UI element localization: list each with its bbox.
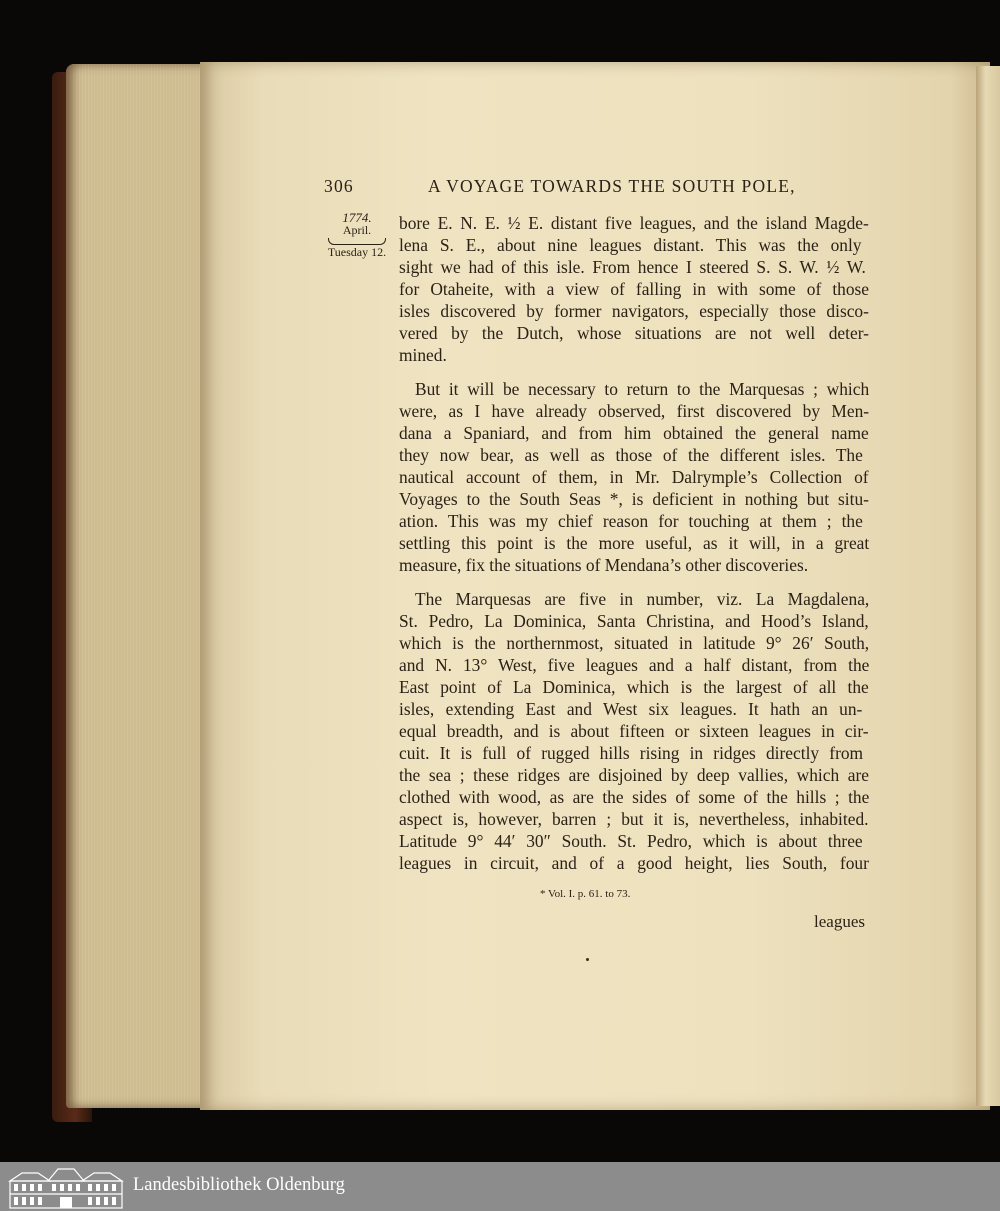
margin-year: 1774. — [342, 210, 372, 225]
library-building-logo — [8, 1165, 124, 1209]
running-head — [324, 176, 864, 200]
margin-month: April. — [342, 223, 372, 237]
text-line: they now bear, as well as those of the different isles. The — [399, 445, 863, 465]
text-line: isles, extending East and West six leagues. It hath an un- — [399, 699, 863, 719]
text-line: vered by the Dutch, whose situations are not well deter- — [399, 323, 869, 343]
text-line: which is the northernmost, situated in latitude 9° 26′ South, — [399, 633, 870, 653]
text-line: for Otaheite, with a view of falling in with some of those — [399, 279, 870, 299]
text-line: settling this point is the more useful, as it will, in a great — [399, 533, 870, 553]
catchword: leagues — [814, 912, 865, 931]
ink-dot — [586, 958, 589, 961]
text-line: the sea ; these ridges are disjoined by deep vallies, which are — [399, 765, 870, 785]
text-line: aspect is, however, barren ; but it is, nevertheless, inhabited. — [399, 809, 869, 829]
text-line: nautical account of them, in Mr. Dalrymple’s Collection of — [399, 467, 869, 487]
text-line: and N. 13° West, five leagues and a half distant, from the — [399, 655, 870, 675]
body-text — [399, 212, 869, 872]
footer-bar — [0, 1162, 1000, 1211]
brace-mark — [322, 236, 392, 246]
text-line: Latitude 9° 44′ 30″ South. St. Pedro, which is about three — [399, 831, 863, 851]
facing-page-edge — [976, 66, 1000, 1106]
text-line: isles discovered by former navigators, especially those disco- — [399, 301, 869, 321]
text-line: The Marquesas are five in number, viz. La Magdalena, — [415, 589, 870, 609]
text-line: mined. — [399, 345, 447, 365]
footnote: * Vol. I. p. 61. to 73. — [540, 888, 631, 900]
text-line: bore E. N. E. ½ E. distant five leagues, and the island Magde- — [399, 213, 869, 233]
margin-day: Tuesday 12. — [327, 245, 387, 259]
library-name: Landesbibliothek Oldenburg — [133, 1175, 345, 1195]
text-line: But it will be necessary to return to the Marquesas ; which — [415, 379, 870, 399]
page-number: 306 — [324, 176, 354, 196]
margin-note — [322, 212, 392, 258]
text-line: dana a Spaniard, and from him obtained the general name — [399, 423, 869, 443]
text-line: equal breadth, and is about fifteen or sixteen leagues in cir- — [399, 721, 869, 741]
text-line: St. Pedro, La Dominica, Santa Christina, and Hood’s Island, — [399, 611, 869, 631]
text-line: measure, fix the situations of Mendana’s other discoveries. — [399, 555, 809, 575]
text-line: sight we had of this isle. From hence I steered S. S. W. ½ W. — [399, 257, 866, 277]
text-line: cuit. It is full of rugged hills rising in ridges directly from — [399, 743, 864, 763]
page-title: A VOYAGE TOWARDS THE SOUTH POLE, — [428, 176, 796, 196]
text-line: leagues in circuit, and of a good height, lies South, four — [399, 853, 869, 873]
text-line: ation. This was my chief reason for touching at them ; the — [399, 511, 863, 531]
text-line: lena S. E., about nine leagues distant. This was the only — [399, 235, 862, 255]
text-line: East point of La Dominica, which is the largest of all the — [399, 677, 869, 697]
text-line: Voyages to the South Seas *, is deficient in nothing but situ- — [399, 489, 869, 509]
text-line: were, as I have already observed, first discovered by Men- — [399, 401, 870, 421]
text-line: clothed with wood, as are the sides of some of the hills ; the — [399, 787, 870, 807]
page-edges — [66, 64, 206, 1108]
